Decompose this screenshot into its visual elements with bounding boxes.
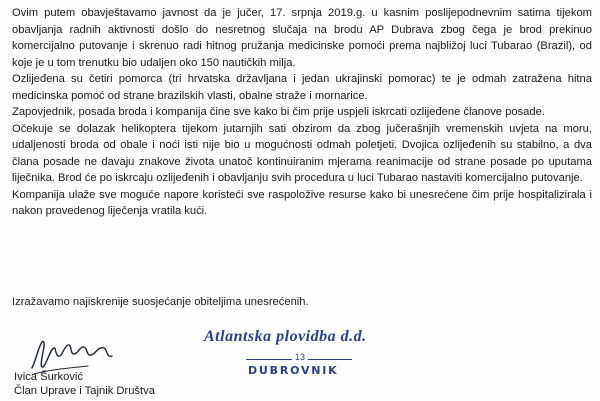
condolence-line: Izražavamo najiskrenije suosjećanje obiteljima unesrećenih. (12, 296, 309, 308)
company-stamp (196, 328, 396, 392)
paragraph-company-efforts: Kompanija ulaže sve moguće napore koristeći sve raspoložive resurse kako bi unesrećene čim prije hospitalizirala i nakon provedenog liječenja vratila kući. (12, 188, 592, 217)
signer-name: Ivica Šurković (14, 371, 84, 383)
paragraph-helicopter: Očekuje se dolazak helikoptera tijekom jutarnjih sati obzirom da zbog jučerašnjih vremenskih uvjeta na moru, udaljenosti broda od obale i noći isti nije bio u mogućnosti odmah poletjeti. Dvojica ozlijeđenih su stabilno, a dva člana posade ne davaju znakove života unatoč kontinuiranim mjerama reanimacije od strane posade po uputama liječnika. Brod će po iskrcaju ozlijeđenih i obavljanju svih procedura u luci Tubarao nastaviti komercijalno putovanje. (12, 122, 592, 184)
paragraph-injured: Ozlijeđena su četiri pomorca (tri hrvatska državljana i jedan ukrajinski pomorac) te je odmah zatražena hitna medicinska pomoć od strane brazilskih vlasti, obalne straže i mornarice. (12, 73, 592, 102)
letter-body (12, 5, 592, 220)
paragraph-crew-efforts: Zapovjednik, posada broda i kompanija čine sve kako bi čim prije uspjeli iskrcati ozlijeđene članove posade. (12, 106, 545, 118)
stamp-company-name: Atlantska plovidba d.d. (204, 328, 367, 345)
stamp-city: DUBROVNIK (248, 364, 339, 377)
stamp-number: 13 (292, 352, 308, 362)
signer-role: Član Uprave i Tajnik Društva (14, 385, 155, 397)
paragraph-incident: Ovim putem obavještavamo javnost da je jučer, 17. srpnja 2019.g. u kasnim poslijepodnevnim satima tijekom obavljanja radnih aktivnosti došlo do nesretnog slučaja na brodu AP Dubrava zbog čega je brod prekinuo komercijalno putovanje i skrenuo radi hitnog pružanja medicinske pomoći prema najbližoj luci Tubarao (Brazil), od koje je u tom trenutku bio udaljen oko 150 nautičkih milja. (12, 7, 592, 69)
